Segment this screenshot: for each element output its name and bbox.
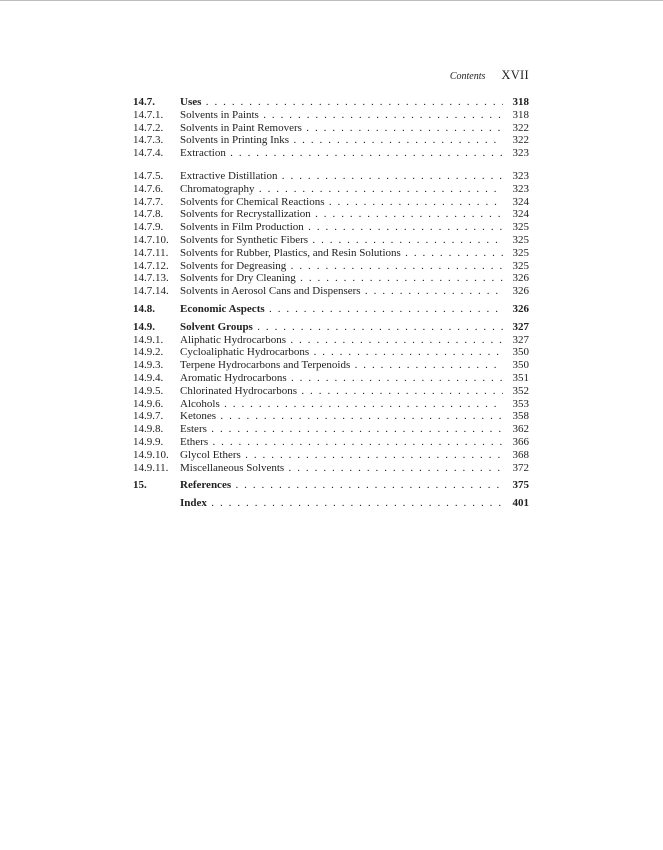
toc-entry-page: 401 xyxy=(503,497,529,510)
toc-entry-number: 14.7.13. xyxy=(133,272,169,285)
toc-entry-page: 324 xyxy=(503,196,529,209)
toc-entry-number: 14.8. xyxy=(133,302,155,315)
toc-entry-title xyxy=(180,221,503,234)
toc-entry-number: 14.9.11. xyxy=(133,461,169,474)
toc-entry-number: 14.9.8. xyxy=(133,423,164,436)
toc-entry-title-text: Cycloaliphatic Hydrocarbons xyxy=(180,346,310,359)
toc-entry[interactable] xyxy=(133,134,529,147)
toc-entry-title-text: Ketones xyxy=(180,410,217,423)
toc-entry[interactable] xyxy=(133,285,529,298)
toc-entry-page: 327 xyxy=(503,334,529,347)
toc-entry-page: 362 xyxy=(503,423,529,436)
toc-entry-title xyxy=(180,398,503,411)
toc-entry-title xyxy=(180,260,503,273)
toc-entry-title xyxy=(180,234,503,247)
toc-entry-title-text: Alcohols xyxy=(180,397,220,410)
toc-entry[interactable] xyxy=(133,385,529,398)
toc-entry-page: 325 xyxy=(503,260,529,273)
toc-entry-number: 14.7.3. xyxy=(133,134,164,147)
toc-entry-page: 352 xyxy=(503,385,529,398)
toc-entry-title-text: Esters xyxy=(180,423,207,436)
toc-entry-title-text: Solvents in Film Production xyxy=(180,221,304,234)
toc-entry-title-text: Solvents for Dry Cleaning xyxy=(180,272,296,285)
toc-entry-title xyxy=(180,303,503,316)
toc-entry[interactable] xyxy=(133,260,529,273)
toc-entry-title-text: Solvents in Aerosol Cans and Dispensers xyxy=(180,285,361,298)
toc-entry-page: 375 xyxy=(503,479,529,492)
toc-entry-page: 327 xyxy=(503,321,529,334)
toc-entry-title xyxy=(180,183,503,196)
toc-entry-title xyxy=(180,247,503,260)
toc-entry-page: 325 xyxy=(503,247,529,260)
toc-entry[interactable] xyxy=(133,272,529,285)
toc-entry-number: 14.9.10. xyxy=(133,448,169,461)
toc-entry-title xyxy=(180,372,503,385)
toc-entry-page: 351 xyxy=(503,372,529,385)
toc-entry-title-text: Solvents for Degreasing xyxy=(180,259,287,272)
page-top-border xyxy=(0,0,663,1)
toc-entry-title xyxy=(180,462,503,475)
toc-entry[interactable] xyxy=(133,423,529,436)
toc-entry-number: 14.7. xyxy=(133,96,155,108)
toc-entry-page: 326 xyxy=(503,285,529,298)
toc-entry-title-text: Solvents for Chemical Reactions xyxy=(180,195,325,208)
toc-entry-number: 14.9.1. xyxy=(133,333,164,346)
toc-entry-number: 14.7.4. xyxy=(133,147,164,160)
toc-entry[interactable] xyxy=(133,303,529,316)
toc-entry-title-text: Uses xyxy=(180,96,202,108)
toc-entry-number: 14.7.11. xyxy=(133,246,169,259)
running-header xyxy=(450,68,529,83)
toc-entry-page: 326 xyxy=(503,303,529,316)
toc-entry-number: 14.7.2. xyxy=(133,121,164,134)
toc-entry-title xyxy=(180,385,503,398)
toc-entry-title xyxy=(180,170,503,183)
toc-entry-title-text: Solvents in Printing Inks xyxy=(180,134,290,147)
toc-entry-number: 14.7.7. xyxy=(133,195,164,208)
toc-entry-title-text: References xyxy=(180,479,232,492)
toc-entry-title-text: Solvents for Synthetic Fibers xyxy=(180,233,309,246)
toc-entry[interactable] xyxy=(133,122,529,135)
toc-entry-title-text: Aromatic Hydrocarbons xyxy=(180,371,287,384)
page-number: XVII xyxy=(501,68,529,82)
toc-entry-title xyxy=(180,147,503,160)
toc-entry-number: 14.7.10. xyxy=(133,233,169,246)
toc-entry[interactable] xyxy=(133,359,529,372)
toc-entry-number: 14.9.4. xyxy=(133,371,164,384)
toc-entry-page: 323 xyxy=(503,183,529,196)
toc-entry[interactable] xyxy=(133,208,529,221)
toc-entry[interactable] xyxy=(133,346,529,359)
toc-entry-title-text: Aliphatic Hydrocarbons xyxy=(180,333,286,346)
toc-entry-title xyxy=(180,208,503,221)
toc-entry-number: 14.7.12. xyxy=(133,259,169,272)
toc-entry-page: 323 xyxy=(503,147,529,160)
toc-entry-title xyxy=(180,109,503,122)
toc-entry[interactable] xyxy=(133,234,529,247)
toc-entry-number: 14.7.5. xyxy=(133,169,164,182)
toc-entry[interactable] xyxy=(133,109,529,122)
toc-entry[interactable] xyxy=(133,321,529,334)
toc-entry-page: 323 xyxy=(503,170,529,183)
toc-entry-title-text: Index xyxy=(180,497,207,510)
toc-entry-number: 14.9.3. xyxy=(133,359,164,372)
toc-entry-title xyxy=(180,134,503,147)
toc-entry-title-text: Chromatography xyxy=(180,182,255,195)
toc-entry-page: 324 xyxy=(503,208,529,221)
toc-entry[interactable] xyxy=(133,170,529,183)
toc-entry-title-text: Economic Aspects xyxy=(180,302,265,315)
toc-entry-title-text: Solvents in Paint Removers xyxy=(180,121,302,134)
toc-entry-number: 14.7.6. xyxy=(133,182,164,195)
toc-entry-number: 14.7.9. xyxy=(133,221,164,234)
toc-entry[interactable] xyxy=(133,479,529,492)
toc-entry-title xyxy=(180,410,503,423)
toc-entry-page: 353 xyxy=(503,398,529,411)
toc-entry-number: 14.7.1. xyxy=(133,108,164,121)
toc-entry[interactable] xyxy=(133,147,529,160)
toc-entry-title-text: Miscellaneous Solvents xyxy=(180,461,285,474)
toc-entry-title-text: Extraction xyxy=(180,147,226,160)
toc-entry[interactable] xyxy=(133,247,529,260)
toc-entry-number: 14.9. xyxy=(133,320,155,333)
toc-entry-page: 318 xyxy=(503,96,529,109)
toc-entry-page: 350 xyxy=(503,359,529,372)
toc-entry-number: 14.9.5. xyxy=(133,384,164,397)
toc-entry-title xyxy=(180,423,503,436)
table-of-contents xyxy=(133,96,529,510)
toc-entry[interactable] xyxy=(133,372,529,385)
toc-entry-number: 14.9.2. xyxy=(133,346,164,359)
toc-entry[interactable] xyxy=(133,221,529,234)
toc-entry-page: 366 xyxy=(503,436,529,449)
toc-entry[interactable] xyxy=(133,334,529,347)
toc-entry-number: 14.9.9. xyxy=(133,435,164,448)
toc-entry-title xyxy=(180,285,503,298)
toc-entry[interactable] xyxy=(133,436,529,449)
toc-entry-title xyxy=(180,96,503,109)
toc-entry-page: 326 xyxy=(503,272,529,285)
toc-entry-page: 322 xyxy=(503,122,529,135)
toc-entry-title-text: Ethers xyxy=(180,435,209,448)
toc-entry-title-text: Extractive Distillation xyxy=(180,169,278,182)
toc-entry-page: 318 xyxy=(503,109,529,122)
toc-entry-title xyxy=(180,196,503,209)
toc-entry-number: 14.9.7. xyxy=(133,410,164,423)
toc-entry[interactable] xyxy=(133,196,529,209)
toc-entry-title xyxy=(180,321,503,334)
toc-entry-number: 14.9.6. xyxy=(133,397,164,410)
toc-entry-number: 15. xyxy=(133,479,147,492)
toc-entry-title xyxy=(180,346,503,359)
toc-entry-title xyxy=(180,479,503,492)
toc-entry-page: 358 xyxy=(503,410,529,423)
toc-entry-number: 14.7.14. xyxy=(133,285,169,298)
toc-entry-title xyxy=(180,436,503,449)
toc-entry-title xyxy=(180,122,503,135)
toc-entry-title xyxy=(180,497,503,510)
toc-entry[interactable] xyxy=(133,449,529,462)
toc-entry-title xyxy=(180,334,503,347)
toc-entry[interactable] xyxy=(133,462,529,475)
toc-entry[interactable] xyxy=(133,410,529,423)
toc-entry-title xyxy=(180,449,503,462)
running-header-section: Contents xyxy=(449,71,486,82)
toc-entry-page: 325 xyxy=(503,221,529,234)
toc-entry-title-text: Solvents for Rubber, Plastics, and Resin Solutions xyxy=(180,246,401,259)
toc-entry-title-text: Solvents in Paints xyxy=(180,108,259,121)
toc-entry-title xyxy=(180,359,503,372)
toc-entry-page: 350 xyxy=(503,346,529,359)
toc-entry-title-text: Chlorinated Hydrocarbons xyxy=(180,384,297,397)
toc-entry-title-text: Terpene Hydrocarbons and Terpenoids xyxy=(180,359,351,372)
toc-entry-number: 14.7.8. xyxy=(133,208,164,221)
toc-entry-title-text: Solvent Groups xyxy=(180,320,253,333)
toc-entry-title xyxy=(180,272,503,285)
toc-entry[interactable] xyxy=(133,398,529,411)
toc-entry-title-text: Solvents for Recrystallization xyxy=(180,208,311,221)
toc-entry[interactable] xyxy=(133,96,529,109)
toc-entry[interactable] xyxy=(133,497,529,510)
toc-entry-page: 372 xyxy=(503,462,529,475)
toc-entry[interactable] xyxy=(133,183,529,196)
toc-entry-page: 368 xyxy=(503,449,529,462)
toc-entry-title-text: Glycol Ethers xyxy=(180,448,241,461)
toc-entry-page: 325 xyxy=(503,234,529,247)
toc-entry-page: 322 xyxy=(503,134,529,147)
